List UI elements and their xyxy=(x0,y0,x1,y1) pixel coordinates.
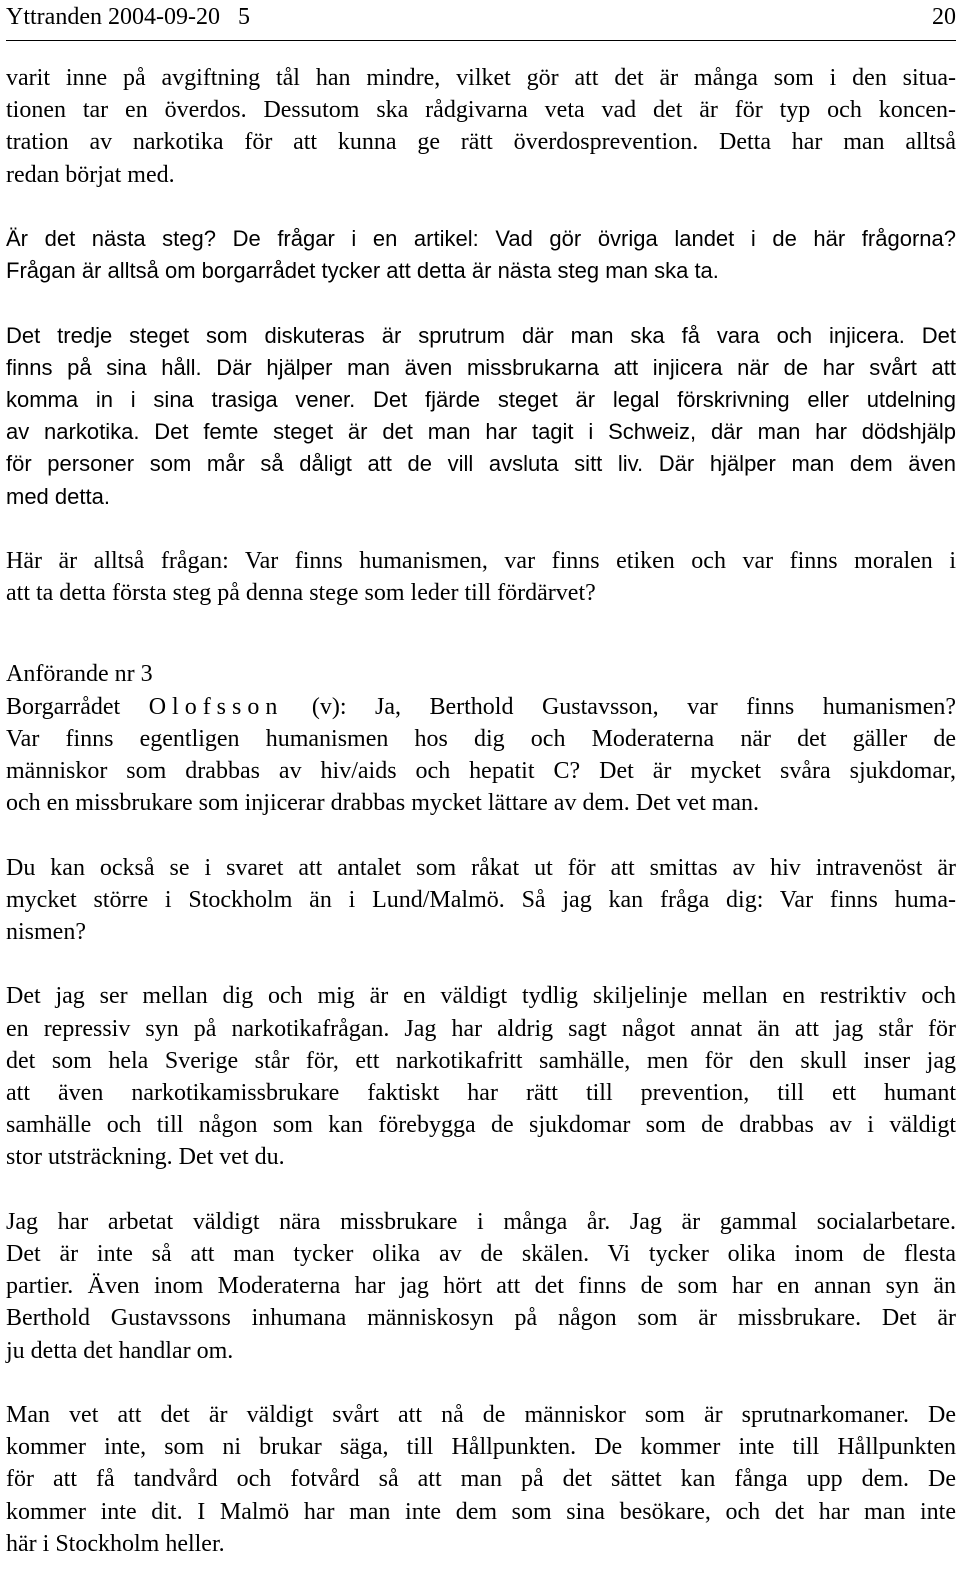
text-line: Var finns egentligen humanismen hos dig och Moderaterna när det gäller de xyxy=(6,725,956,752)
speaker-line xyxy=(6,691,956,723)
text-line: komma in i sina trasiga vener. Det fjärde steget är legal förskrivning eller utdelning xyxy=(6,387,956,412)
intro-section xyxy=(6,62,956,609)
paragraph xyxy=(6,852,956,949)
page-number: 20 xyxy=(932,4,956,30)
text-line: partier. Även inom Moderaterna har jag hört att det finns de som har en annan syn än xyxy=(6,1273,956,1300)
speech-section xyxy=(6,852,956,1560)
text-line: kommer inte, som ni brukar säga, till Hållpunkten. De kommer inte till Hållpunkten xyxy=(6,1434,956,1461)
speech-heading xyxy=(6,658,956,690)
speaker-name: Olofsson xyxy=(148,693,284,720)
text-line: Man vet att det är väldigt svårt att nå de människor som är sprutnarkomaner. De xyxy=(6,1402,956,1429)
text-line: för att få tandvård och fotvård så att man på det sättet kan fånga upp dem. De xyxy=(6,1466,956,1493)
text-line: det som hela Sverige står för, ett narkotikafritt samhälle, men för den skull inser jag xyxy=(6,1047,956,1074)
header-title: Yttranden 2004-09-20 5 xyxy=(6,4,250,30)
text-line: Jag har arbetat väldigt nära missbrukare i många år. Jag är gammal socialarbetare. xyxy=(6,1208,956,1235)
text-line: Det är inte så att man tycker olika av de skälen. Vi tycker olika inom de flesta xyxy=(6,1241,956,1268)
speaker-prefix: Borgarrådet xyxy=(6,693,121,720)
text-line: Du kan också se i svaret att antalet som råkat ut för att smittas av hiv intravenöst är xyxy=(6,854,956,881)
text-line: nismen? xyxy=(6,919,86,946)
text-line: Det jag ser mellan dig och mig är en väldigt tydlig skiljelinje mellan en restriktiv och xyxy=(6,983,956,1010)
text-line: här i Stockholm heller. xyxy=(6,1530,225,1557)
text-line: att ta detta första steg på denna stege som leder till fördärvet? xyxy=(6,580,596,607)
paragraph xyxy=(6,1399,956,1560)
text-line: Är det nästa steg? De frågar i en artikel: Vad gör övriga landet i de här frågorna? xyxy=(6,226,956,251)
text-line: tionen tar en överdos. Dessutom ska rådgivarna veta vad det är för typ och koncen- xyxy=(6,97,956,124)
text-line: Här är alltså frågan: Var finns humanismen, var finns etiken och var finns moralen i xyxy=(6,548,956,574)
speech-heading-text: Anförande nr 3 xyxy=(6,661,153,688)
page-header xyxy=(6,2,956,32)
text-line: med detta. xyxy=(6,483,110,509)
speaker-rest: (v): Ja, Berthold Gustavsson, var finns humanismen? xyxy=(311,693,957,720)
text-line: en repressiv syn på narkotikafrågan. Jag har aldrig sagt något annat än att jag står för xyxy=(6,1015,956,1042)
paragraph xyxy=(6,320,956,513)
text-line: att även narkotikamissbrukare faktiskt har rätt till prevention, till ett humant xyxy=(6,1080,956,1107)
text-line: av narkotika. Det femte steget är det man har tagit i Schweiz, där man har dödshjälp xyxy=(6,419,956,445)
text-line: och en missbrukare som injicerar drabbas mycket lättare av dem. Det vet man. xyxy=(6,790,760,817)
text-line: samhälle och till någon som kan förebygga de sjukdomar som de drabbas av i väldigt xyxy=(6,1112,956,1139)
document-body xyxy=(6,62,956,1592)
paragraph xyxy=(6,62,956,191)
paragraph xyxy=(6,545,956,609)
text-line: mycket större i Stockholm än i Lund/Malmö. Så jag kan fråga dig: Var finns huma- xyxy=(6,886,956,913)
speech-first-paragraph xyxy=(6,691,956,820)
text-line: tration av narkotika för att kunna ge rätt överdosprevention. Detta har man alltså xyxy=(6,129,956,156)
text-line: Det tredje steget som diskuteras är sprutrum där man ska få vara och injicera. Det xyxy=(6,322,956,348)
text-line: stor utsträckning. Det vet du. xyxy=(6,1144,285,1171)
text-line: varit inne på avgiftning tål han mindre, vilket gör att det är många som i den situa- xyxy=(6,65,956,91)
header-divider xyxy=(6,40,956,41)
text-line: Berthold Gustavssons inhumana människosyn på någon som är missbrukare. Det är xyxy=(6,1305,956,1332)
paragraph xyxy=(6,223,956,287)
text-line: människor som drabbas av hiv/aids och hepatit C? Det är mycket svåra sjukdomar, xyxy=(6,758,956,785)
text-line: finns på sina håll. Där hjälper man även missbrukarna att injicera när de har svårt att xyxy=(6,354,956,380)
text-line: för personer som mår så dåligt att de vill avsluta sitt liv. Där hjälper man dem även xyxy=(6,451,956,477)
paragraph xyxy=(6,980,956,1173)
text-line: ju detta det handlar om. xyxy=(6,1337,234,1364)
text-line: Frågan är alltså om borgarrådet tycker att detta är nästa steg man ska ta. xyxy=(6,258,719,284)
text-line: kommer inte dit. I Malmö har man inte dem som sina besökare, och det har man inte xyxy=(6,1498,956,1525)
text-line: redan börjat med. xyxy=(6,161,175,188)
paragraph xyxy=(6,1206,956,1367)
speech-first-lines xyxy=(6,723,956,820)
